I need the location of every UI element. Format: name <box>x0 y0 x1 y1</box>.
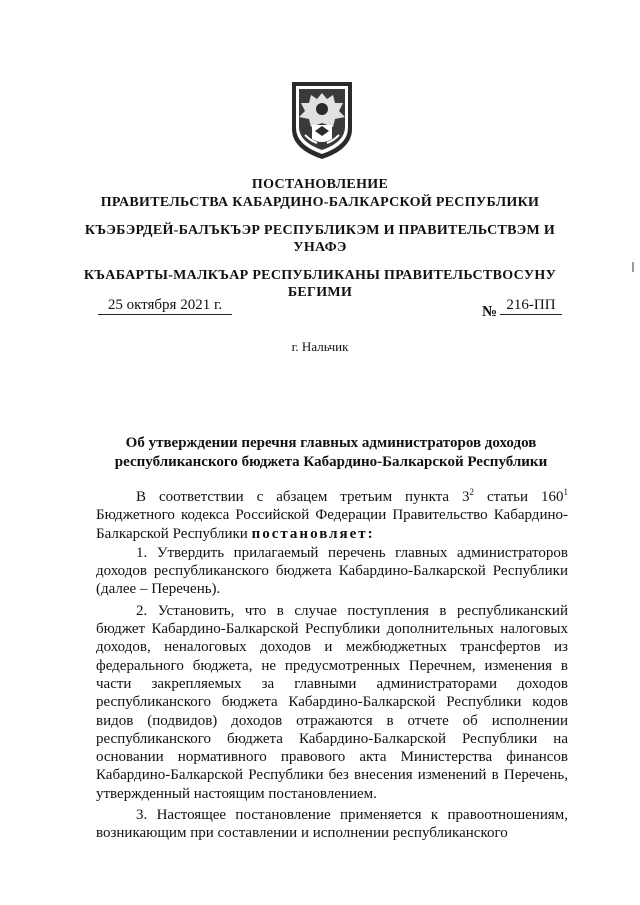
item-2-paragraph: 2. Установить, что в случае поступления в республиканский бюджет Кабардино-Балкарской Республики дополнительных налоговых доходов, неналоговых доходов и межбюджетных трансфертов из федерального бюджета, не предусмотренных Перечнем, изменения в части закрепляемых за главными администраторами доходов республиканского бюджета Кабардино-Балкарской Республики кодов видов (подвидов) доходов отражаются в отчете об исполнении республиканского бюджета Кабардино-Балкарской Республики на основании нормативного правового акта Министерства финансов Кабардино-Балкарской Республики без внесения изменений в Перечень, утвержденный настоящим постановлением. <box>96 602 568 802</box>
document-number-field <box>500 296 562 315</box>
document-title <box>95 434 567 472</box>
intro-text-b: статьи 160 <box>474 489 564 505</box>
intro-text-c: Бюджетного кодекса Российской Федерации Правительство Кабардино-Балкарской Республики <box>96 507 568 542</box>
title-line-1: Об утверждении перечня главных администраторов доходов <box>125 435 537 451</box>
document-date-field <box>98 296 232 315</box>
item-3-paragraph: 3. Настоящее постановление применяется к правоотношениям, возникающим при составлении и исполнении республиканского <box>96 807 568 842</box>
coat-of-arms-emblem-icon <box>289 79 355 161</box>
document-city: г. Нальчик <box>291 339 349 354</box>
document-body <box>96 488 568 846</box>
number-sign: № <box>482 304 498 320</box>
header-title: ПОСТАНОВЛЕНИЕ <box>251 177 389 192</box>
title-line-2: республиканского бюджета Кабардино-Балкарской Республики <box>114 454 548 470</box>
intro-superscript-2: 1 <box>563 487 568 497</box>
header-government-krc-line2: БЕГИМИ <box>287 285 353 300</box>
intro-text-a: В соответствии с абзацем третьим пункта 3 <box>136 489 470 505</box>
header-government-krc-line1: КЪАБАРТЫ-МАЛКЪАР РЕСПУБЛИКАНЫ ПРАВИТЕЛЬСТВОСУНУ <box>83 268 557 283</box>
header-government-kbd-line1: КЪЭБЭРДЕЙ-БАЛЪКЪЭР РЕСПУБЛИКЭМ И ПРАВИТЕЛЬСТВЭМ И <box>84 223 556 238</box>
number-underline <box>500 314 562 315</box>
date-underline <box>98 314 232 315</box>
intro-resolves: постановляет: <box>251 525 375 542</box>
item-1-paragraph: 1. Утвердить прилагаемый перечень главных администраторов доходов республиканского бюджета Кабардино-Балкарской Республики (далее – Перечень). <box>96 544 568 598</box>
intro-paragraph <box>96 488 568 543</box>
header-government-ru: ПРАВИТЕЛЬСТВА КАБАРДИНО-БАЛКАРСКОЙ РЕСПУБЛИКИ <box>100 195 540 210</box>
document-date: 25 октября 2021 г. <box>107 297 223 313</box>
header-government-kbd-line2: УНАФЭ <box>293 240 347 255</box>
intro-superscript-1: 2 <box>469 487 475 497</box>
document-number: 216-ПП <box>506 297 556 313</box>
scan-edge-mark <box>632 262 634 272</box>
